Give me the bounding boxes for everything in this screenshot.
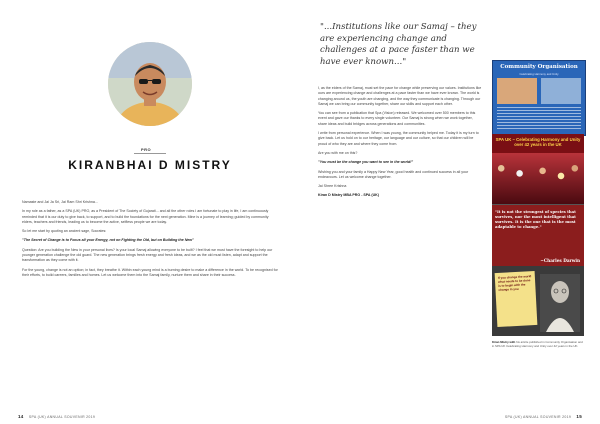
paragraph: For the young, change is not an option; in fact, they breathe it. Within each young mind is a burning desire to make a difference in the world. To be recognised for their efforts, to build careers, families and homes. Let us welcome them into the Samaj family, nurture them and share in their success. [22, 267, 278, 277]
paragraph: So let me start by quoting an ancient sage, Socrates: [22, 229, 107, 234]
page-number: 14 [18, 414, 24, 419]
folio-text: SPA (UK) ANNUAL SOUVENIR 2019 [504, 415, 572, 419]
paragraph: Wishing you and your family a Happy New Year, good health and continued success in all your endeavours. Let us welcome change together. [318, 169, 469, 179]
right-folio [505, 414, 582, 419]
quote-heading: "The Secret of Change is to Focus all your Energy, not on Fighting the Old, but on Building the New" [22, 238, 194, 243]
crowd-image [492, 153, 584, 204]
gandhi-figure-illustration [540, 274, 580, 332]
darwin-attribution: ~Charles Darwin [540, 258, 580, 263]
signoff: Jai Shree Krishna [318, 184, 347, 189]
paragraph: Question: Are you building the New in your personal lives? Is your local Samaj allowing everyone to be built? I feel that we must have the foresight to help our younger generation challenge the old guard. The new generation brings fresh energy and fresh ideas, and we as the old must listen, adapt and support the transformation as they come with it. [22, 247, 273, 263]
newsletter-text-lines [497, 107, 581, 131]
paragraph: I, as the elders of the Samaj, must set the pace for change while preserving our values. Institutions like ours are experiencing change and challenges at a pace faster than we have ever known. The world is changing around us, the youth are changing, and the way they communicate is changing. Through our Samaj we can bring our community together, share our skills and support each other. [318, 86, 482, 106]
gandhi-photo [492, 266, 584, 336]
paragraph: In my role as a father, as a SPA (UK) PRO, as a President of The Society of Gujarati... and all the other roles I am fortunate to play in life, I am continuously reminded that it is our duty to give back, to support, and to build the foundations for the next generation. Mine is a journey of learning; guided by community elders, teachers and friends, leading us to become the active, selfless people we are today. [22, 209, 269, 224]
spa-event-photo [492, 134, 584, 204]
portrait-photo [108, 42, 192, 126]
newsletter-cover [492, 60, 586, 136]
paragraph: You can see from a publication that Spa (Vision) released. We welcomed over 500 members to this event and gave our thanks to every single volunteer. Our Samaj is strong when we work together, share ideas and build bridges across generations and communities. [318, 111, 476, 126]
folio-text: SPA (UK) ANNUAL SOUVENIR 2019 [28, 415, 96, 419]
pull-quote: "...Institutions like our Samaj – they are experiencing change and challenges at a pace faster than we have ever known..." [320, 22, 477, 67]
gandhi-sign-text: If you change the world what needs to be done is to begin with the change in you [497, 274, 532, 293]
darwin-quote-card [492, 204, 584, 267]
caption-text: his article published in Community Organisation and in SPA UK Celebrating Harmony and Unity over 42 years in the UK. [492, 340, 583, 348]
page-number: 15 [576, 414, 582, 419]
badge-underline [134, 153, 166, 154]
left-folio [18, 414, 95, 419]
newsletter-subtitle: Celebrating Harmony and Unity [519, 72, 559, 76]
newsletter-photo [541, 78, 581, 104]
caption-bold: Kiran Mistry with [492, 340, 516, 344]
author-name: KIRANBHAI D MISTRY [68, 158, 232, 172]
quote-heading: "You must be the change you want to see in the world!" [318, 160, 414, 165]
spa-banner-title: SPA UK – Celebrating Harmony and Unity over 42 years in the UK [495, 137, 581, 147]
newsletter-photo [497, 78, 537, 104]
left-column-body [22, 200, 278, 282]
portrait-illustration [108, 42, 192, 126]
darwin-quote: "It is not the strongest of species that survives, nor the most intelligent that survives. It is the one that is the most adaptable to change." [495, 209, 576, 229]
paragraph: I write from personal experience. When I was young, the community helped me. Today it is my turn to give back. Let us hold on to our heritage, our language and our culture, so that our children will be proud of who they are and where they come from. [318, 131, 479, 146]
paragraph: Namaste and Jai Ja Sri, Jai Ram Shri Krishna... [22, 200, 98, 204]
newsletter-title: Community Organisation [500, 64, 578, 70]
pro-badge: PRO [141, 147, 152, 152]
right-column-body [318, 86, 482, 203]
signature: Kiran D Mistry MBA PRO - SPA (UK) [318, 193, 379, 198]
paragraph: Are you with me on this? [318, 150, 358, 155]
collage-caption [492, 340, 584, 348]
gandhi-sign [495, 271, 538, 327]
